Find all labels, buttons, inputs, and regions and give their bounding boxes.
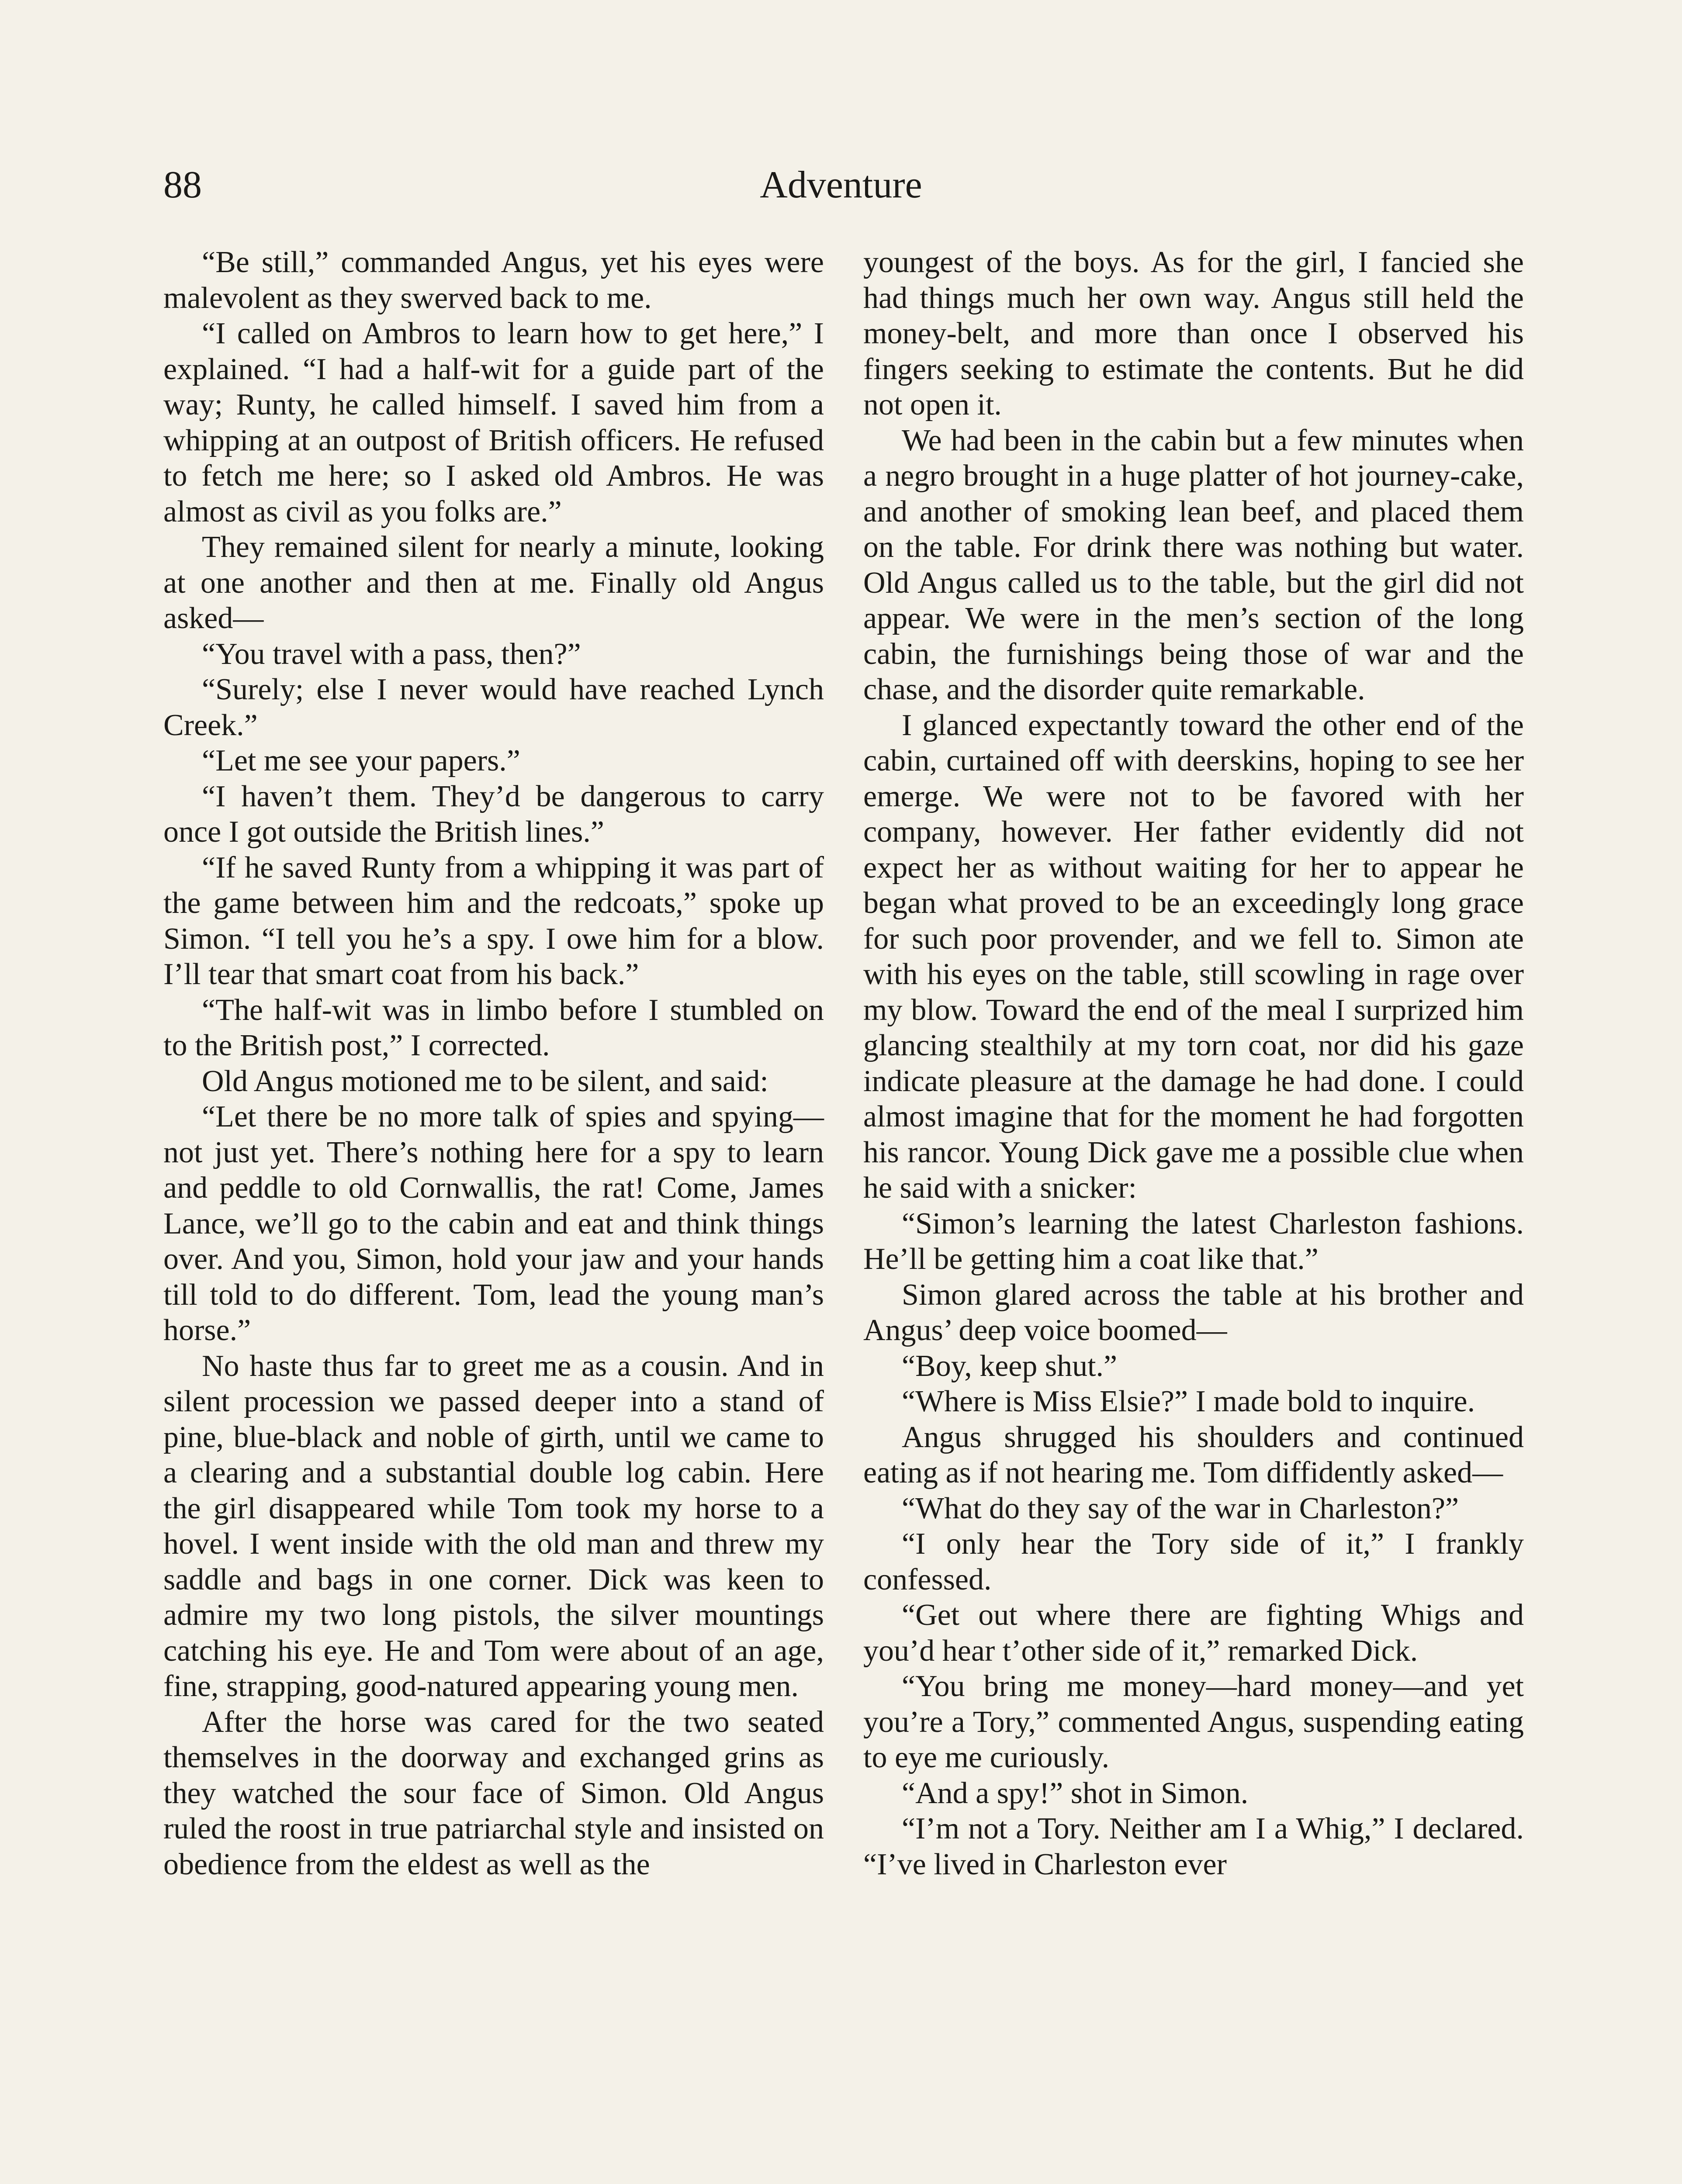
page-number: 88: [163, 164, 202, 206]
paragraph: “And a spy!” shot in Simon.: [902, 1776, 1249, 1810]
paragraph: “I’m not a Tory. Neither am I a Whig,” I declared. “I’ve lived in Charleston ever: [863, 1812, 1524, 1881]
paragraph: “The half-wit was in limbo before I stumbled on to the British post,” I corrected.: [163, 993, 824, 1062]
paragraph: Angus shrugged his shoulders and continued eating as if not hearing me. Tom diffidently asked—: [863, 1420, 1524, 1489]
paragraph: Simon glared across the table at his brother and Angus’ deep voice boomed—: [863, 1278, 1524, 1347]
paragraph: “Get out where there are fighting Whigs and you’d hear t’other side of it,” remarked Dick.: [863, 1598, 1524, 1668]
paragraph: “Simon’s learning the latest Charleston fashions. He’ll be getting him a coat like that.”: [863, 1206, 1524, 1276]
paragraph: “Let me see your papers.”: [202, 744, 520, 778]
paragraph: Old Angus motioned me to be silent, and said:: [202, 1064, 768, 1098]
paragraph: “Let there be no more talk of spies and spying—not just yet. There’s nothing here for a spy to learn and peddle to old Cornwallis, the rat! Come, James Lance, we’ll go to the cabin and eat and think things over. And you, Simon, hold your jaw and your hands till told to do different. Tom, lead the young man’s horse.”: [163, 1100, 824, 1347]
paragraph: “What do they say of the war in Charleston?”: [902, 1491, 1459, 1525]
paragraph: “I only hear the Tory side of it,” I frankly confessed.: [863, 1527, 1524, 1597]
paragraph: No haste thus far to greet me as a cousin. And in silent procession we passed deeper into a stand of pine, blue-black and noble of girth, until we came to a clearing and a substantial double log cabin. Here the girl disappeared while Tom took my horse to a hovel. I went inside with the old man and threw my saddle and bags in one corner. Dick was keen to admire my two long pistols, the silver mountings catching his eye. He and Tom were about of an age, fine, strapping, good-natured appearing young men.: [163, 1349, 824, 1703]
paragraph: “Surely; else I never would have reached Lynch Creek.”: [163, 673, 824, 742]
right-text-column: [863, 245, 1524, 1882]
paragraph: “You bring me money—hard money—and yet you’re a Tory,” commented Angus, suspending eating to eye me curiously.: [863, 1669, 1524, 1774]
paragraph: “Where is Miss Elsie?” I made bold to inquire.: [902, 1385, 1475, 1418]
paragraph: After the horse was cared for the two seated themselves in the doorway and exchanged grins as they watched the sour face of Simon. Old Angus ruled the roost in true patriarchal style and insisted on obedience from the eldest as well as the: [163, 1705, 824, 1881]
left-text-column: [163, 245, 824, 1882]
paragraph: “Boy, keep shut.”: [902, 1349, 1118, 1383]
paragraph: “I called on Ambros to learn how to get here,” I explained. “I had a half-wit for a guide part of the way; Runty, he called himself. I saved him from a whipping at an outpost of British officers. He refused to fetch me here; so I asked old Ambros. He was almost as civil as you folks are.”: [163, 317, 824, 529]
paragraph: youngest of the boys. As for the girl, I fancied she had things much her own way. Angus still held the money-belt, and more than once I observed his fingers seeking to estimate the contents. But he did not open it.: [863, 245, 1524, 422]
paragraph: “Be still,” commanded Angus, yet his eyes were malevolent as they swerved back to me.: [163, 245, 824, 315]
paragraph: They remained silent for nearly a minute, looking at one another and then at me. Finally old Angus asked—: [163, 530, 824, 635]
paragraph: “If he saved Runty from a whipping it was part of the game between him and the redcoats,” spoke up Simon. “I tell you he’s a spy. I owe him for a blow. I’ll tear that smart coat from his back.”: [163, 850, 824, 991]
paragraph: “You travel with a pass, then?”: [202, 637, 581, 671]
magazine-title: Adventure: [760, 164, 922, 206]
paragraph: I glanced expectantly toward the other end of the cabin, curtained off with deerskins, hoping to see her emerge. We were not to be favored with her company, however. Her father evidently did not expect her as without waiting for her to appear he began what proved to be an exceedingly long grace for such poor provender, and we fell to. Simon ate with his eyes on the table, still scowling in rage over my blow. Toward the end of the meal I surprized him glancing stealthily at my torn coat, nor did his gaze indicate pleasure at the damage he had done. I could almost imagine that for the moment he had forgotten his rancor. Young Dick gave me a possible clue when he said with a snicker:: [863, 708, 1524, 1205]
paragraph: “I haven’t them. They’d be dangerous to carry once I got outside the British lines.”: [163, 779, 824, 849]
paragraph: We had been in the cabin but a few minutes when a negro brought in a huge platter of hot journey-cake, and another of smoking lean beef, and placed them on the table. For drink there was nothing but water. Old Angus called us to the table, but the girl did not appear. We were in the men’s section of the long cabin, the furnishings being those of war and the chase, and the disorder quite remarkable.: [863, 423, 1524, 706]
